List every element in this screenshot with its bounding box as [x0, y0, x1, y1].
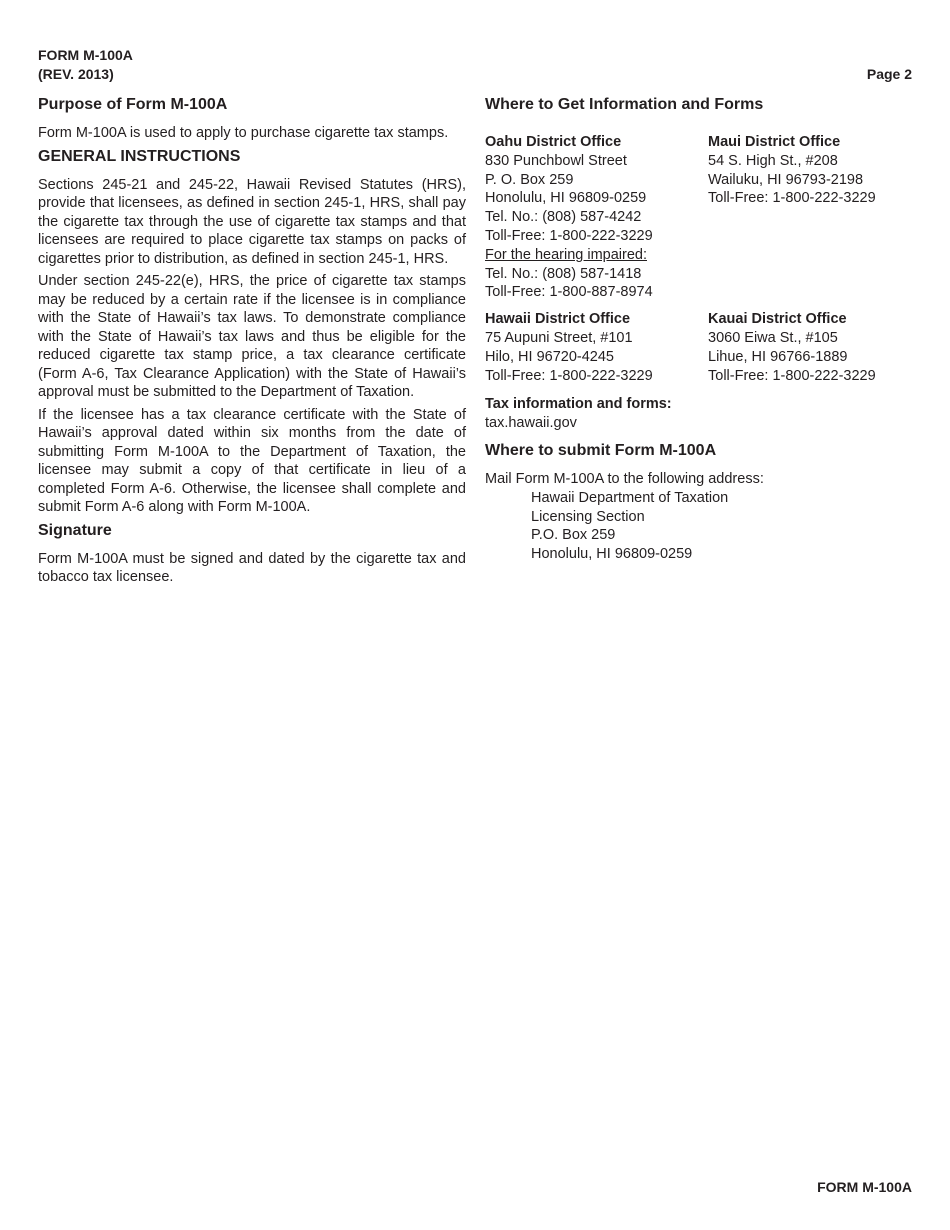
district-offices	[485, 133, 915, 385]
form-revision: (REV. 2013)	[38, 66, 114, 82]
kauai-office	[708, 310, 915, 385]
address-line: Hawaii Department of Taxation	[531, 489, 729, 506]
address-line: Honolulu, HI 96809-0259	[531, 546, 693, 563]
info-heading: Where to Get Information and Forms	[485, 96, 764, 113]
signature-heading: Signature	[38, 521, 112, 539]
office-line: Toll-Free: 1-800-222-3229	[485, 367, 653, 384]
form-number: FORM M-100A	[38, 47, 133, 63]
office-line: Toll-Free: 1-800-222-3229	[708, 190, 876, 207]
oahu-office	[485, 133, 708, 302]
hawaii-office	[485, 310, 708, 385]
office-line: Tel. No.: (808) 587-1418	[485, 265, 642, 282]
office-name: Hawaii District Office	[485, 311, 631, 328]
purpose-text: Form M-100A is used to apply to purchase cigarette tax stamps.	[38, 125, 449, 141]
office-line: Wailuku, HI 96793-2198	[708, 171, 864, 188]
office-line: Lihue, HI 96766-1889	[708, 348, 848, 365]
office-line: Honolulu, HI 96809-0259	[485, 190, 647, 207]
office-line: Toll-Free: 1-800-887-8974	[485, 284, 653, 301]
office-name: Kauai District Office	[708, 311, 847, 328]
office-line: 3060 Eiwa St., #105	[708, 329, 838, 346]
submit-heading: Where to submit Form M-100A	[485, 441, 717, 459]
office-name: Maui District Office	[708, 134, 841, 150]
office-name: Oahu District Office	[485, 134, 622, 150]
tax-info	[485, 395, 915, 433]
tax-info-website: tax.hawaii.gov	[485, 415, 577, 432]
office-line: Tel. No.: (808) 587-4242	[485, 209, 642, 226]
office-line: 54 S. High St., #208	[708, 152, 838, 169]
hearing-impaired-label: For the hearing impaired:	[485, 246, 647, 263]
purpose-heading: Purpose of Form M-100A	[38, 96, 228, 113]
signature-text: Form M-100A must be signed and dated by the cigarette tax and tobacco tax licensee.	[38, 550, 466, 585]
office-line: 830 Punchbowl Street	[485, 152, 627, 169]
office-line: P. O. Box 259	[485, 171, 574, 188]
office-line: 75 Aupuni Street, #101	[485, 329, 633, 346]
address-line: Licensing Section	[531, 508, 645, 525]
office-line: Toll-Free: 1-800-222-3229	[708, 367, 876, 384]
footer-form-number: FORM M-100A	[817, 1179, 912, 1195]
general-instructions-heading: GENERAL INSTRUCTIONS	[38, 147, 241, 165]
office-line: Hilo, HI 96720-4245	[485, 348, 614, 365]
tax-info-label: Tax information and forms:	[485, 396, 672, 413]
left-column	[38, 94, 466, 587]
maui-office	[708, 133, 915, 302]
instructions-paragraph: Under section 245-22(e), HRS, the price of cigarette tax stamps may be reduced by a certain rate if the licensee is in compliance with the State of Hawaii’s tax laws. To demonstrate compliance with the State of Hawaii’s tax laws and thus be eligible for the reduced cigarette tax stamp price, a tax clearance certificate (Form A-6, Tax Clearance Application) with the State of Hawaii’s approval must be submitted to the Department of Taxation.	[38, 273, 466, 400]
mail-intro: Mail Form M-100A to the following address:	[485, 470, 764, 487]
address-line: P.O. Box 259	[531, 527, 616, 544]
instructions-paragraph: If the licensee has a tax clearance certificate with the State of Hawaii’s approval dated within six months from the date of submitting Form M-100A to the Department of Taxation, the licensee may submit a copy of that certificate in lieu of a completed Form A-6. Otherwise, the licensee shall complete and submit Form A-6 along with Form M-100A.	[38, 406, 466, 515]
office-line: Toll-Free: 1-800-222-3229	[485, 227, 653, 244]
form-header	[38, 46, 133, 84]
page-number: Page 2	[866, 66, 912, 82]
instructions-paragraph: Sections 245-21 and 245-22, Hawaii Revised Statutes (HRS), provide that licensees, as defined in section 245-1, HRS, shall pay the cigarette tax through the use of cigarette tax stamps and that licensees are required to place cigarette tax stamps on packs of cigarettes prior to distribution, as defined in section 245-1, HRS.	[38, 176, 466, 267]
mailing-address	[485, 489, 915, 564]
right-column	[485, 94, 915, 564]
